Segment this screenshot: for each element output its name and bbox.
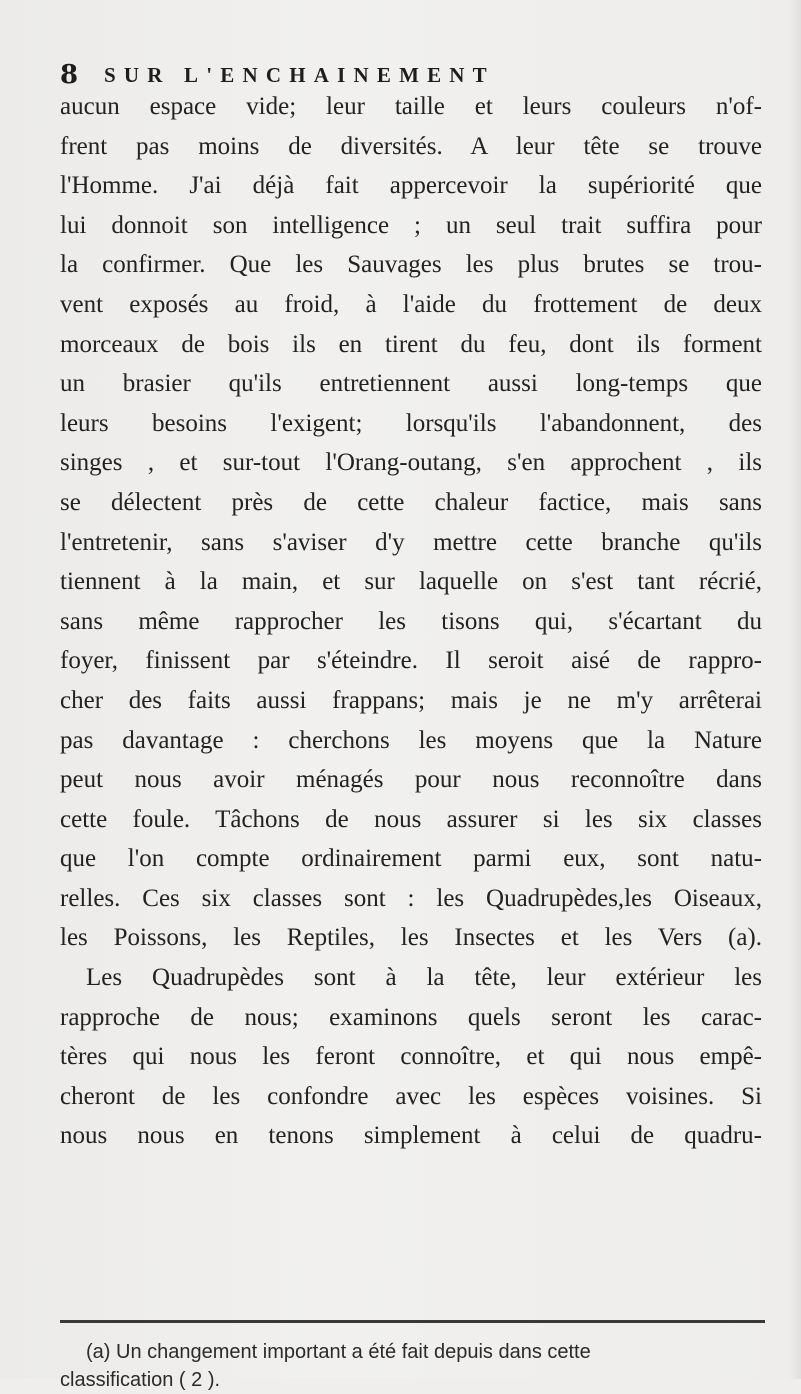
footnote-line: classification ( 2 ). (60, 1369, 221, 1391)
text-line: cheront de les confondre avec les espèces voisines. Si (60, 1082, 762, 1110)
page-number: 8 (60, 60, 79, 90)
text-line: lui donnoit son intelligence ; un seul trait suffira pour (60, 211, 762, 239)
text-line: tères qui nous les feront connoître, et qui nous empê- (60, 1043, 762, 1071)
text-line: la confirmer. Que les Sauvages les plus brutes se trou- (60, 251, 762, 279)
footnote-rule (60, 1320, 765, 1323)
text-line: leurs besoins l'exigent; lorsqu'ils l'abandonnent, des (60, 409, 762, 437)
text-line: Les Quadrupèdes sont à la tête, leur extérieur les (86, 964, 762, 992)
running-head: SUR L'ENCHAINEMENT (104, 63, 495, 87)
text-line: cette foule. Tâchons de nous assurer si les six classes (60, 805, 762, 833)
page-edge-shadow (789, 0, 801, 1379)
footnote-line: (a) Un changement important a été fait depuis dans cette (86, 1341, 591, 1363)
footnote (60, 1338, 760, 1394)
text-line: les Poissons, les Reptiles, les Insectes et les Vers (a). (60, 924, 762, 952)
text-line: tiennent à la main, et sur laquelle on s'est tant récrié, (60, 568, 762, 596)
text-line: relles. Ces six classes sont : les Quadrupèdes,les Oiseaux, (60, 884, 762, 912)
text-line: sans même rapprocher les tisons qui, s'écartant du (60, 607, 762, 635)
text-line: foyer, finissent par s'éteindre. Il seroit aisé de rappro- (60, 647, 762, 675)
text-line: se délectent près de cette chaleur factice, mais sans (60, 488, 762, 516)
text-line: que l'on compte ordinairement parmi eux, sont natu- (60, 845, 762, 873)
main-text (60, 87, 762, 1156)
text-line: rapproche de nous; examinons quels seront les carac- (60, 1003, 762, 1031)
text-line: aucun espace vide; leur taille et leurs couleurs n'of- (60, 93, 762, 120)
text-line: pas davantage : cherchons les moyens que la Nature (60, 726, 762, 754)
text-line: vent exposés au froid, à l'aide du frottement de deux (60, 290, 762, 318)
text-line: morceaux de bois ils en tirent du feu, dont ils forment (60, 330, 762, 358)
text-line: peut nous avoir ménagés pour nous reconnoître dans (60, 766, 762, 794)
text-line: un brasier qu'ils entretiennent aussi long-temps que (60, 370, 762, 398)
text-line: frent pas moins de diversités. A leur tête se trouve (60, 132, 762, 160)
text-line: l'entretenir, sans s'aviser d'y mettre cette branche qu'ils (60, 528, 762, 556)
text-line: nous nous en tenons simplement à celui de quadru- (60, 1122, 762, 1150)
text-line: cher des faits aussi frappans; mais je ne m'y arrêterai (60, 686, 762, 714)
text-line: singes , et sur-tout l'Orang-outang, s'en approchent , ils (60, 449, 762, 477)
text-line: l'Homme. J'ai déjà fait appercevoir la supériorité que (60, 172, 762, 200)
